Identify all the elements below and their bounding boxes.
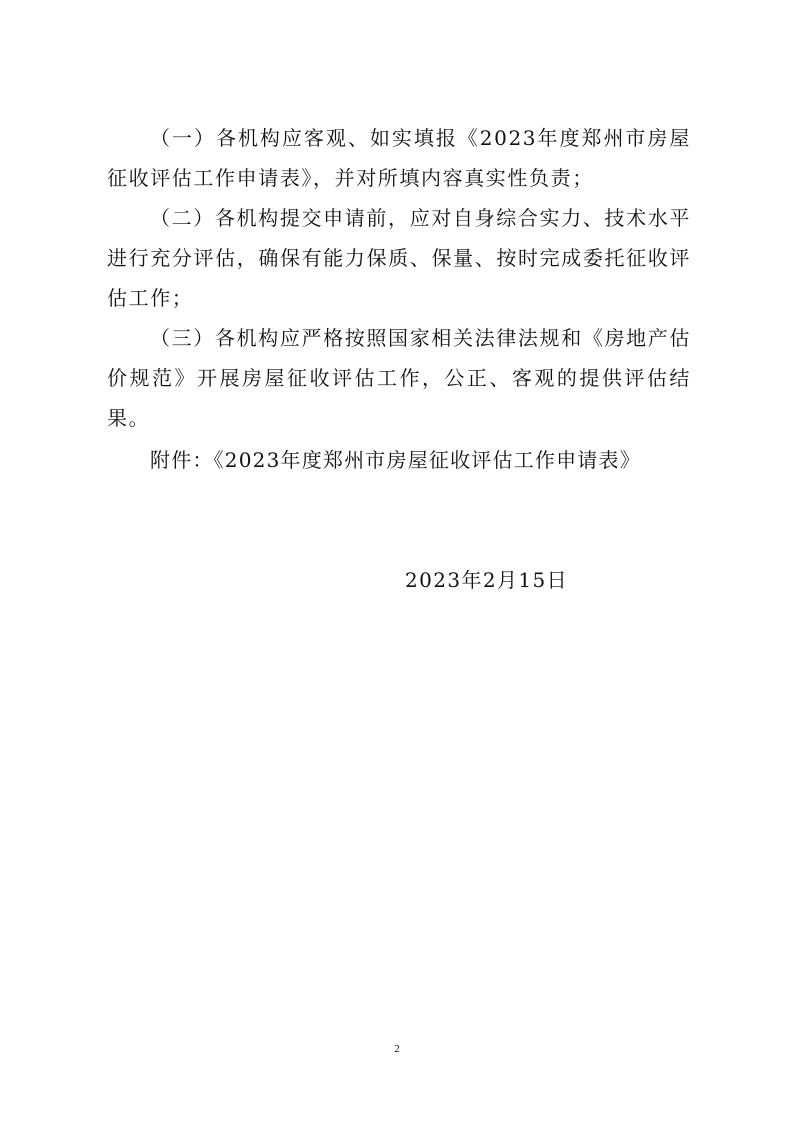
paragraph-requirement-1: （一）各机构应客观、如实填报《2023年度郑州市房屋征收评估工作申请表》，并对所填内容真实性负责； <box>107 126 691 190</box>
paragraph-requirement-2: （二）各机构提交申请前，应对自身综合实力、技术水平进行充分评估，确保有能力保质、保量、按时完成委托征收评估工作； <box>107 206 691 310</box>
document-date: 2023年2月15日 <box>405 568 569 592</box>
paragraph-requirement-3: （三）各机构应严格按照国家相关法律法规和《房地产估价规范》开展房屋征收评估工作，公正、客观的提供评估结果。 <box>107 326 691 430</box>
attachment-line: 附件：《2023年度郑州市房屋征收评估工作申请表》 <box>150 448 641 472</box>
page-number: 2 <box>394 1043 400 1055</box>
